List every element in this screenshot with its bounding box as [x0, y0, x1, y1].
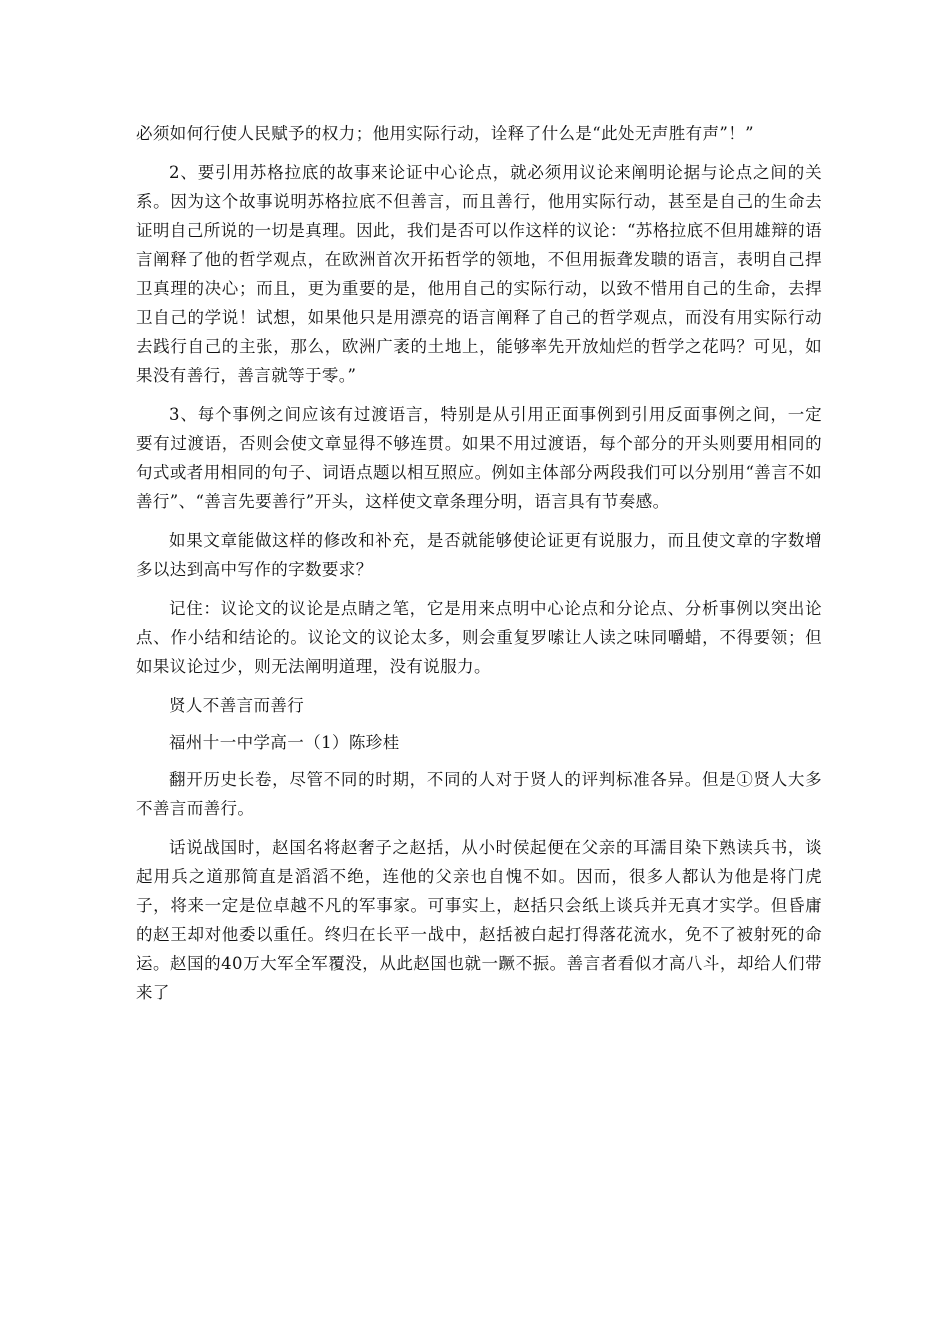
paragraph-remember: 记住：议论文的议论是点睛之笔，它是用来点明中心论点和分论点、分析事例以突出论点、作小结和结论的。议论文的议论太多，则会重复罗嗦让人读之味同嚼蜡，不得要领；但如果议论过少，则无法阐明道理，没有说服力。: [136, 599, 822, 676]
paragraph-continuation: 必须如何行使人民赋予的权力；他用实际行动，诠释了什么是“此处无声胜有声”！”: [136, 124, 755, 143]
essay-author: 福州十一中学高一（1）陈珍桂: [169, 733, 400, 752]
paragraph-point-2: 2、要引用苏格拉底的故事来论证中心论点，就必须用议论来阐明论据与论点之间的关系。因为这个故事说明苏格拉底不但善言，而且善行，他用实际行动，甚至是自己的生命去证明自己所说的一切是真理。因此，我们是否可以作这样的议论：“苏格拉底不但用雄辩的语言阐释了他的哲学观点，在欧洲首次开拓哲学的领地，不但用振聋发聩的语言，表明自己捍卫真理的决心；而且，更为重要的是，他用自己的实际行动，以致不惜用自己的生命，去捍卫自己的学说！试想，如果他只是用漂亮的语言阐释了自己的哲学观点，而没有用实际行动去践行自己的主张，那么，欧洲广袤的土地上，能够率先开放灿烂的哲学之花吗？可见，如果没有善行，善言就等于零。”: [136, 163, 822, 385]
essay-opening-paragraph: 翻开历史长卷，尽管不同的时期，不同的人对于贤人的评判标准各异。但是①贤人大多不善言而善行。: [136, 770, 822, 818]
essay-example-paragraph: 话说战国时，赵国名将赵奢子之赵括，从小时侯起便在父亲的耳濡目染下熟读兵书，谈起用兵之道那简直是滔滔不绝，连他的父亲也自愧不如。因而，很多人都认为他是将门虎子，将来一定是位卓越不凡的军事家。可事实上，赵括只会纸上谈兵并无真才实学。但昏庸的赵王却对他委以重任。终归在长平一战中，赵括被白起打得落花流水，免不了被射死的命运。赵国的40万大军全军覆没，从此赵国也就一蹶不振。善言者看似才高八斗，却给人们带来了: [136, 838, 822, 1002]
document-body: [136, 119, 822, 1017]
essay-title: 贤人不善言而善行: [169, 696, 305, 715]
paragraph-point-3: 3、每个事例之间应该有过渡语言，特别是从引用正面事例到引用反面事例之间，一定要有过渡语，否则会使文章显得不够连贯。如果不用过渡语，每个部分的开头则要用相同的句式或者用相同的句子、词语点题以相互照应。例如主体部分两段我们可以分别用“善言不如善行”、“善言先要善行”开头，这样使文章条理分明，语言具有节奏感。: [136, 405, 822, 511]
paragraph-revision-question: 如果文章能做这样的修改和补充，是否就能够使论证更有说服力，而且使文章的字数增多以达到高中写作的字数要求？: [136, 531, 822, 579]
